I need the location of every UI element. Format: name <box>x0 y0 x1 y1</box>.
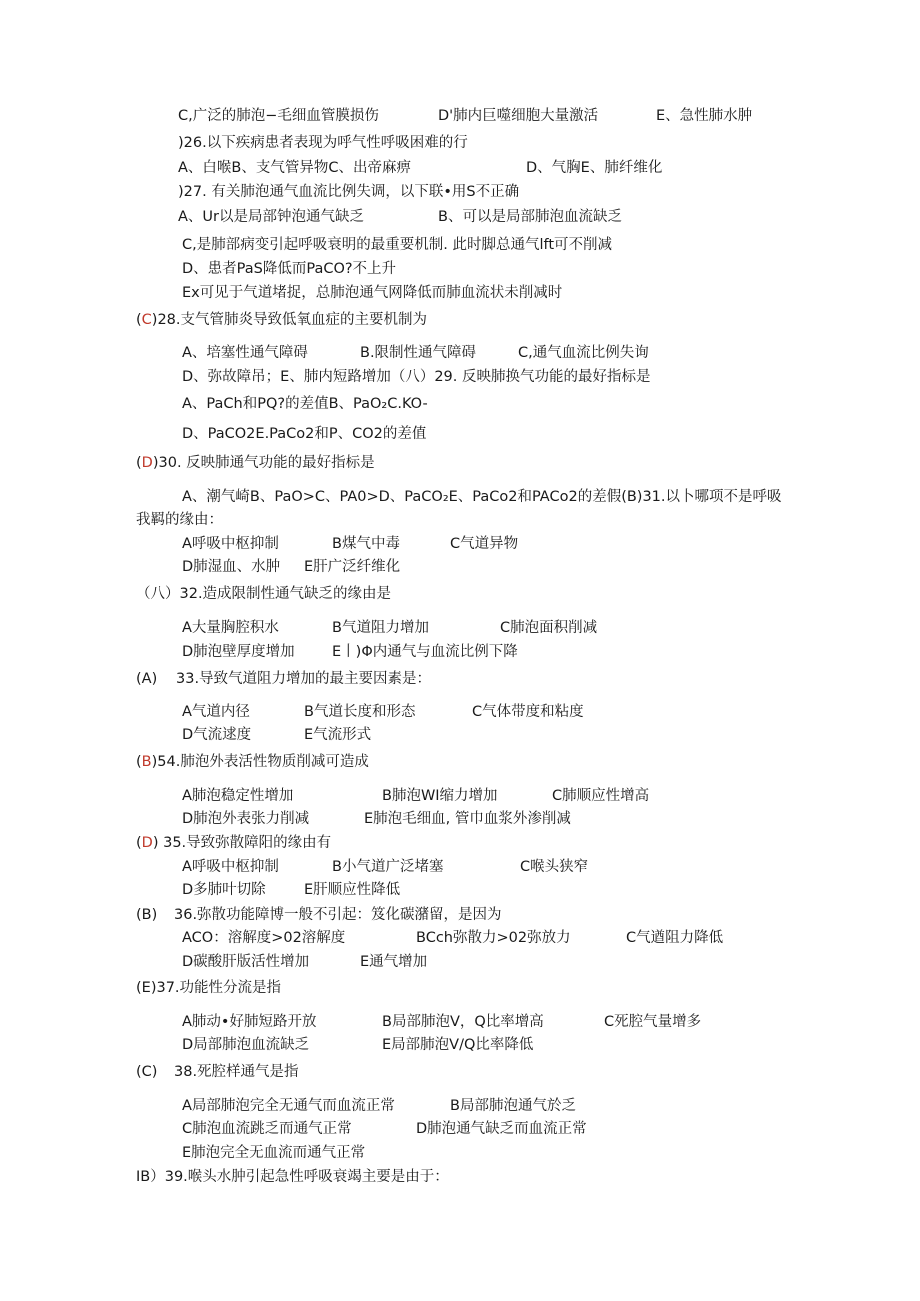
option-text: C,是肺部病变引起呼吸衰明的最重要机制. 此时脚总通气lft可不削减 <box>182 237 613 253</box>
answer-paren: ( <box>136 835 142 851</box>
option-text: C肺泡面积削减 <box>500 620 598 636</box>
question-line <box>182 283 562 303</box>
question-text: （八）32.造成限制性通气缺乏的缘由是 <box>136 586 392 602</box>
option-text: E肝顺应性降低 <box>304 882 401 898</box>
question-line <box>136 453 375 473</box>
answer-letter: C <box>141 312 152 328</box>
question-line <box>182 259 396 279</box>
option-text: Ex可见于气道堵捉，总肺泡通气网降低而肺血流状未削减时 <box>182 285 563 301</box>
answer-paren: (A) <box>136 671 158 687</box>
question-text: )28.支气管肺炎导致低氧血症的主要机制为 <box>151 312 428 328</box>
answer-letter: D <box>141 455 153 471</box>
option-text: E肝广泛纤维化 <box>304 559 401 575</box>
option-text: D局部肺泡血流缺乏 <box>182 1037 310 1053</box>
option-text: D肺泡外表张力削减 <box>182 811 310 827</box>
option-text: D、患者PaS降低而PaCO?不上升 <box>182 261 397 277</box>
option-text: A气道内径 <box>182 704 250 720</box>
option-text: D肺泡壁厚度增加 <box>182 644 295 660</box>
option-text: E、急性肺水肿 <box>656 108 753 124</box>
option-text: D、PaCO2E.PaCo2和P、CO2的差值 <box>182 426 427 442</box>
answer-paren: (B) <box>136 907 158 923</box>
option-text: B局部肺泡V，Q比率增高 <box>382 1014 544 1030</box>
option-text: B、可以是局部肺泡血流缺乏 <box>438 209 622 225</box>
question-text: )30. 反映肺通气功能的最好指标是 <box>152 455 375 471</box>
question-text: 38.死腔样通气是指 <box>174 1064 299 1080</box>
option-text: B气道长度和形态 <box>304 704 416 720</box>
question-line <box>136 1167 449 1187</box>
option-text: E丨)Φ内通气与血流比例下降 <box>332 644 518 660</box>
option-text: C肺顺应性增高 <box>552 788 650 804</box>
question-line <box>178 133 468 153</box>
question-text: D、弥故障吊；E、肺内短路增加（八）29. 反映肺换气功能的最好指标是 <box>182 369 651 385</box>
question-text: (E)37.功能性分流是指 <box>136 980 282 996</box>
option-text: C肺泡血流跳乏而通气正常 <box>182 1121 352 1137</box>
question-line <box>136 833 331 853</box>
question-line <box>182 1143 365 1163</box>
option-text: E肺泡完全无血流而通气正常 <box>182 1145 366 1161</box>
answer-paren: (C) <box>136 1064 158 1080</box>
question-text: )54.肺泡外表活性物质削减可造成 <box>151 754 369 770</box>
option-text: C喉头狭窄 <box>520 859 589 875</box>
option-text: A、白喉B、支气管异物C、出帝麻痹 <box>178 160 411 176</box>
option-text: E气流形式 <box>304 727 372 743</box>
option-text: B肺泡WI缩力增加 <box>382 788 498 804</box>
option-text: C气体带度和粘度 <box>472 704 584 720</box>
question-text: 我羁的缘由： <box>136 512 223 528</box>
option-text: A肺动•好肺短路开放 <box>182 1014 317 1030</box>
question-text: 33.导致气道阻力增加的最主要因素是： <box>176 671 432 687</box>
option-text: C气遒阻力降低 <box>626 930 724 946</box>
question-line <box>136 510 223 530</box>
option-text: D碳酸肝版活性增加 <box>182 954 310 970</box>
option-text: D'肺内巨噬细胞大量激活 <box>438 108 599 124</box>
option-text: A、培塞性通气障碍 <box>182 345 308 361</box>
answer-paren: ( <box>136 455 142 471</box>
option-text: ACO：溶解度>02溶解度 <box>182 930 346 946</box>
question-line <box>182 424 426 444</box>
question-line <box>182 235 612 255</box>
question-line <box>136 978 281 998</box>
question-line <box>182 367 651 387</box>
option-text: A局部肺泡完全无通气而血流正常 <box>182 1098 395 1114</box>
option-text: C,广泛的肺泡−毛细血管膜损伤 <box>178 108 379 124</box>
option-text: A肺泡稳定性增加 <box>182 788 294 804</box>
option-text: B煤气中毒 <box>332 536 400 552</box>
option-text: D肺泡通气缺乏而血流正常 <box>416 1121 587 1137</box>
answer-letter: B <box>141 754 152 770</box>
option-text: A呼吸中枢抑制 <box>182 536 279 552</box>
question-line <box>136 752 369 772</box>
option-text: E局部肺泡V/Q比率降低 <box>382 1037 534 1053</box>
question-text: )27. 有关肺泡通气血流比例失调，以下联•用S不正确 <box>178 184 520 200</box>
option-text: A、PaCh和PQ?的差值B、PaO₂C.KO- <box>182 396 428 412</box>
option-text: C死腔气量增多 <box>604 1014 702 1030</box>
option-text: A呼吸中枢抑制 <box>182 859 279 875</box>
question-text: IB）39.喉头水肿引起急性呼吸衰竭主要是由于： <box>136 1169 449 1185</box>
option-text: D多肺叶切除 <box>182 882 266 898</box>
option-text: D、气胸E、肺纤维化 <box>526 160 663 176</box>
question-text: )26.以下疾病患者表现为呼气性呼吸困难的行 <box>178 135 468 151</box>
option-text: B局部肺泡通气於乏 <box>450 1098 576 1114</box>
option-text: C气道异物 <box>450 536 519 552</box>
option-text: D气流逑度 <box>182 727 252 743</box>
question-text: 36.弥散功能障博一般不引起：笈化碳潴留，是因为 <box>174 907 502 923</box>
option-text: B气道阻力增加 <box>332 620 429 636</box>
answer-paren: ( <box>136 312 142 328</box>
option-text: E通气增加 <box>360 954 428 970</box>
option-text: BCch弥散力>02弥放力 <box>416 930 571 946</box>
option-text: B小气道广泛堵塞 <box>332 859 444 875</box>
option-text: A大量胸腔积水 <box>182 620 279 636</box>
option-text: A、潮气崎B、PaO>C、PA0>D、PaCO₂E、PaCo2和PACo2的差假(B)31.以卜哪项不是呼吸 <box>182 489 782 505</box>
question-line <box>182 394 428 414</box>
option-text: C,通气血流比例失询 <box>518 345 649 361</box>
option-text: A、Ur以是局部钟泡通气缺乏 <box>178 209 364 225</box>
answer-paren: ( <box>136 754 142 770</box>
question-text: ) 35.导致弥散障阳的缘由有 <box>152 835 332 851</box>
question-line <box>178 182 519 202</box>
question-line <box>136 584 391 604</box>
option-text: E肺泡毛细血, 管巾血浆外渗削减 <box>364 811 571 827</box>
option-text: B.限制性通气障碍 <box>360 345 477 361</box>
question-line <box>182 487 782 507</box>
question-line <box>136 310 427 330</box>
option-text: D肺湿血、水肿 <box>182 559 281 575</box>
answer-letter: D <box>141 835 153 851</box>
